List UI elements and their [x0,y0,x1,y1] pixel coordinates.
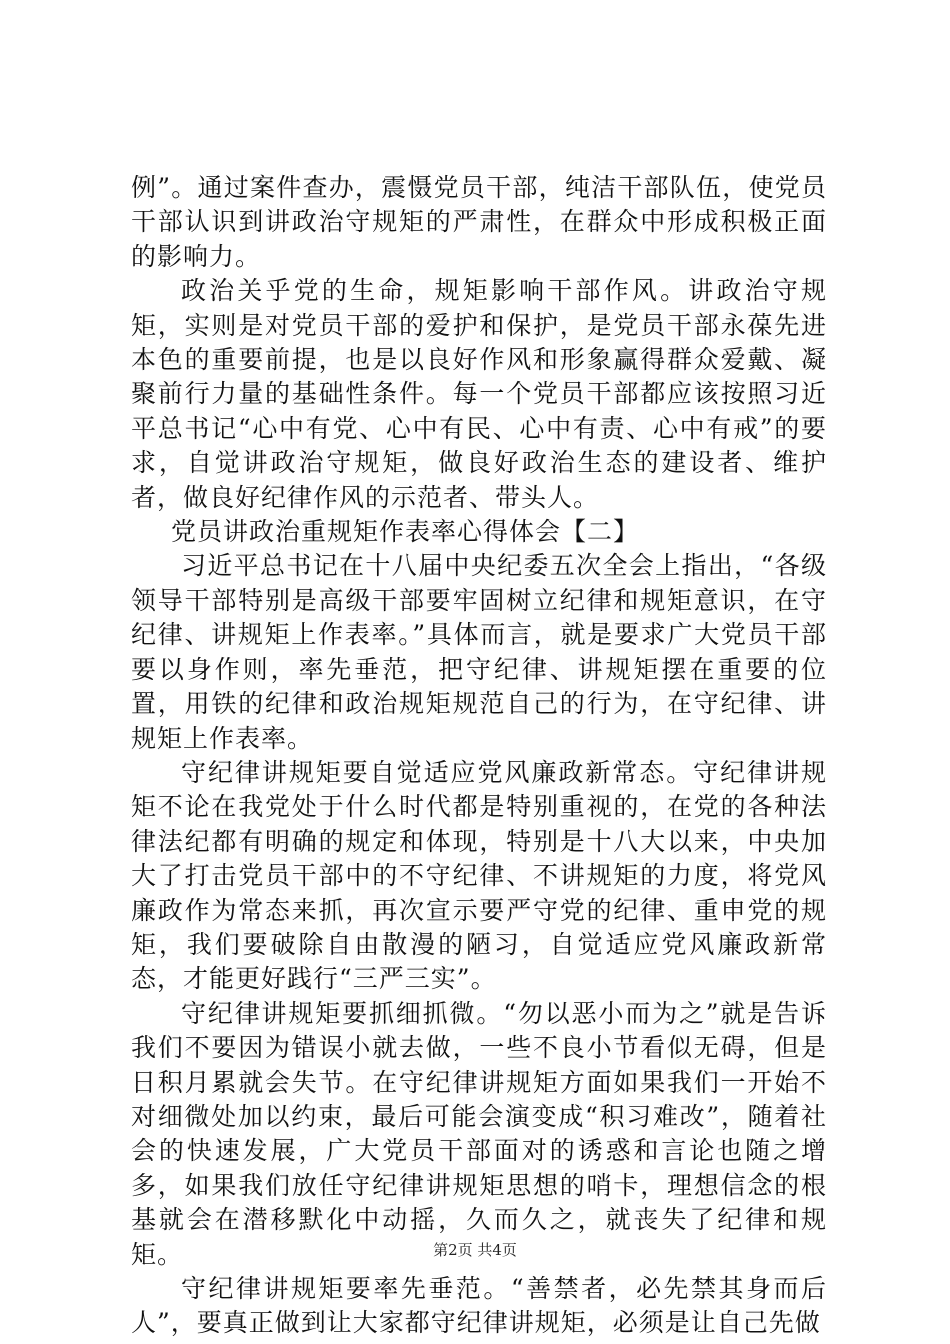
paragraph-3: 习近平总书记在十八届中央纪委五次全会上指出，“各级领导干部特别是高级干部要牢固树立纪律和规矩意识，在守纪律、讲规矩上作表率。”具体而言，就是要求广大党员干部要以身作则，率先垂范，把守纪律、讲规矩摆在重要的位置，用铁的纪律和政治规矩规范自己的行为，在守纪律、讲规矩上作表率。 [131,551,827,753]
paragraph-6: 守纪律讲规矩要率先垂范。“善禁者，必先禁其身而后人”，要真正做到让大家都守纪律讲规矩，必须是让自己先做 [131,1274,827,1338]
section-heading: 党员讲政治重规矩作表率心得体会【二】 [171,517,640,547]
page-footer: 第2页 共4页 [433,1241,517,1259]
paragraph-1: 例”。通过案件查办，震慑党员干部，纯洁干部队伍，使党员干部认识到讲政治守规矩的严肃性，在群众中形成积极正面的影响力。 [131,173,827,271]
document-body [131,171,827,1341]
paragraph-5: 守纪律讲规矩要抓细抓微。“勿以恶小而为之”就是告诉我们不要因为错误小就去做，一些不良小节看似无碍，但是日积月累就会失节。在守纪律讲规矩方面如果我们一开始不对细微处加以约束，最后可能会演变成“积习难改”，随着社会的快速发展，广大党员干部面对的诱惑和言论也随之增多，如果我们放任守纪律讲规矩思想的哨卡，理想信念的根基就会在潜移默化中动摇，久而久之，就丧失了纪律和规矩。 [131,998,827,1269]
paragraph-4: 守纪律讲规矩要自觉适应党风廉政新常态。守纪律讲规矩不论在我党处于什么时代都是特别重视的，在党的各种法律法纪都有明确的规定和体现，特别是十八大以来，中央加大了打击党员干部中的不守纪律、不讲规矩的力度，将党风廉政作为常态来抓，再次宣示要严守党的纪律、重申党的规矩，我们要破除自由散漫的陋习，自觉适应党风廉政新常态，才能更好践行“三严三实”。 [131,757,827,994]
paragraph-2: 政治关乎党的生命，规矩影响干部作风。讲政治守规矩，实则是对党员干部的爱护和保护，是党员干部永葆先进本色的重要前提，也是以良好作风和形象赢得群众爱戴、凝聚前行力量的基础性条件。每一个党员干部都应该按照习近平总书记“心中有党、心中有民、心中有责、心中有戒”的要求，自觉讲政治守规矩，做良好政治生态的建设者、维护者，做良好纪律作风的示范者、带头人。 [131,276,827,512]
